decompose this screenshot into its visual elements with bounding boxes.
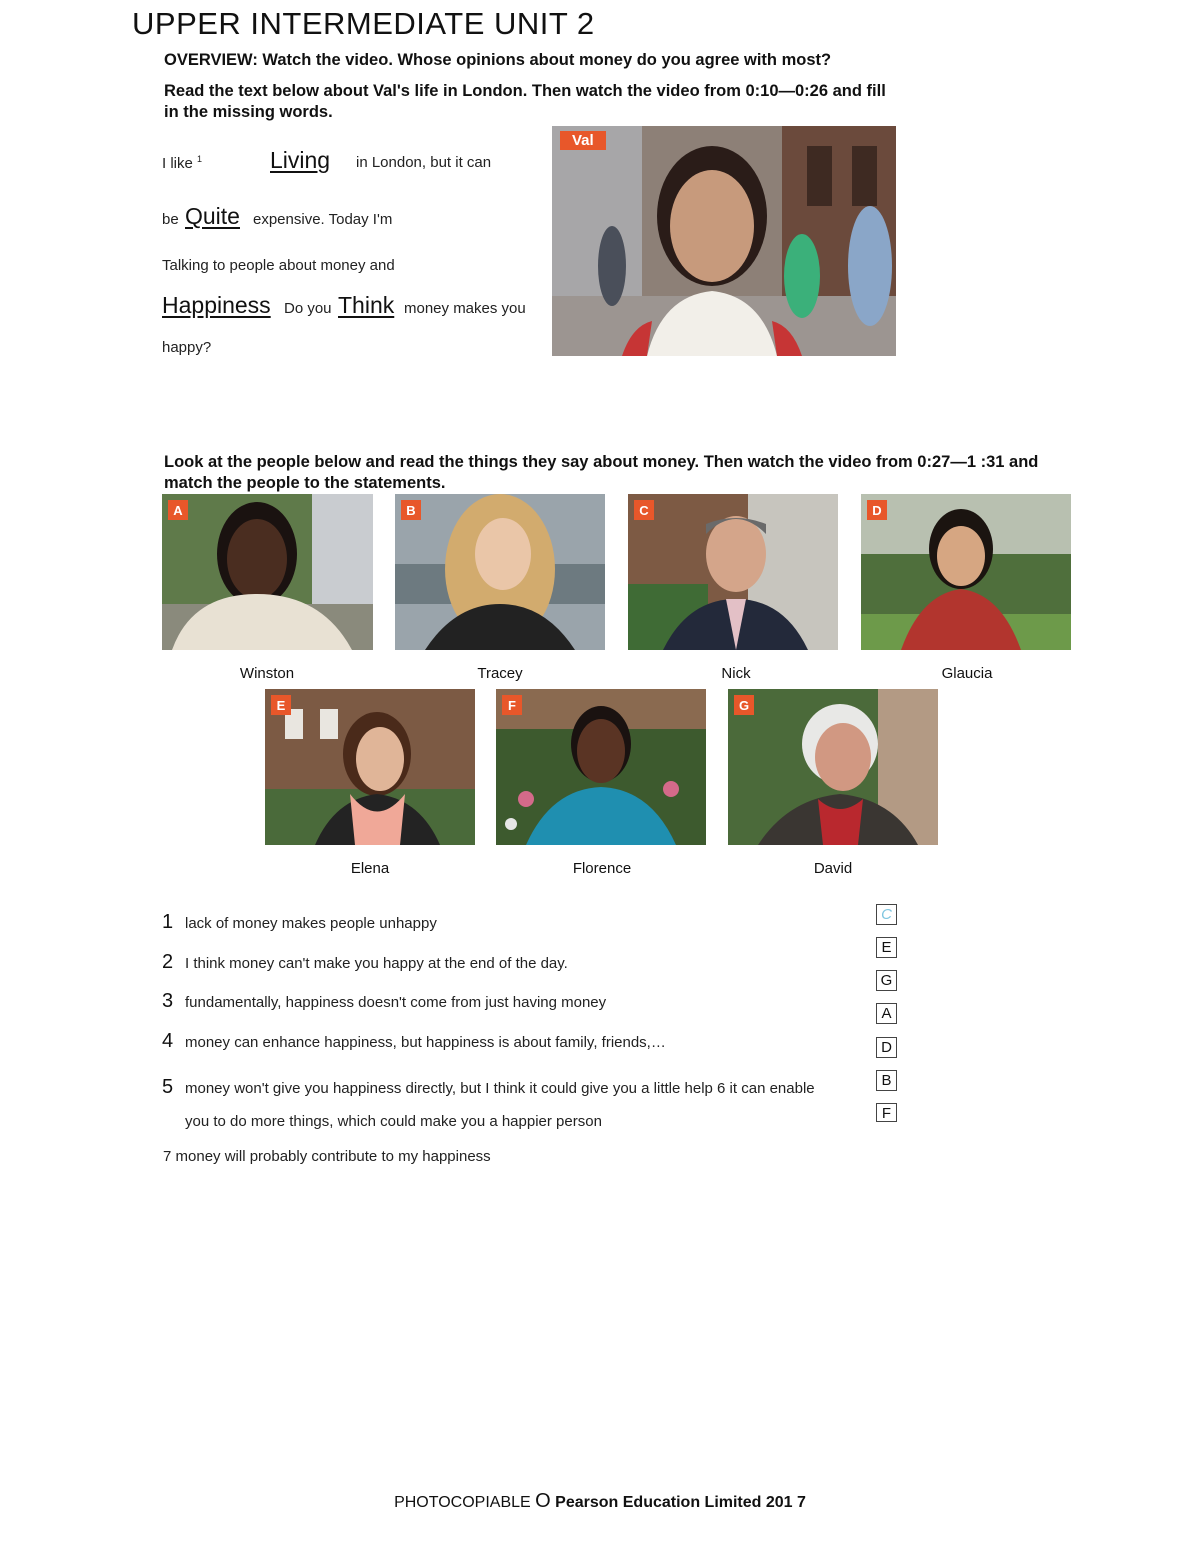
statement-text: you to do more things, which could make you a happier person	[185, 1113, 602, 1130]
overview-text: OVERVIEW: Watch the video. Whose opinions about money do you agree with most?	[164, 51, 832, 69]
statement-number: 5	[162, 1076, 174, 1098]
photo-elena	[265, 689, 475, 845]
answer-box[interactable]: G	[876, 970, 897, 991]
gap-fill-3: Happiness	[162, 292, 271, 318]
val-photo	[552, 126, 896, 356]
footer	[0, 1490, 1200, 1513]
statement-number: 2	[162, 951, 174, 973]
gap-line-1-start: I like $^1$	[162, 154, 203, 172]
photo-winston	[162, 494, 373, 650]
photo-glaucia	[861, 494, 1071, 650]
statement-text: fundamentally, happiness doesn't come from just having money	[185, 994, 607, 1011]
photo-badge-b: B	[401, 500, 421, 520]
gap-fill-2: Quite	[185, 203, 240, 229]
gap-line-3: Talking to people about money and	[162, 257, 395, 274]
answer-box[interactable]: A	[876, 1003, 897, 1024]
page-title: UPPER INTERMEDIATE UNIT 2	[132, 6, 595, 41]
photo-badge-g: G	[734, 695, 754, 715]
photo-badge-a: A	[168, 500, 188, 520]
footer-photocopiable: PHOTOCOPIABLE	[394, 1494, 531, 1511]
answer-box[interactable]: B	[876, 1070, 897, 1091]
statement-number: 1	[162, 911, 174, 933]
statement-text: 7 money will probably contribute to my happiness	[163, 1148, 491, 1165]
footer-copyright-symbol: O	[535, 1490, 551, 1512]
gap-line-1-end: in London, but it can	[356, 154, 492, 171]
gap-line-2-start: be	[162, 211, 179, 228]
name-glaucia: Glaucia	[941, 665, 993, 682]
answer-box[interactable]: D	[876, 1037, 897, 1058]
footer-publisher: Pearson Education Limited 201 7	[555, 1494, 806, 1511]
photo-david	[728, 689, 938, 845]
gap-line-4-start: Do you	[284, 300, 332, 317]
photo-tracey	[395, 494, 605, 650]
task1-instruction: Read the text below about Val's life in London. Then watch the video from 0:10—0:26 and fill in the missing words.	[164, 82, 886, 121]
task2-instruction: Look at the people below and read the things they say about money. Then watch the video from 0:27—1 :31 and match the people to the statements.	[164, 453, 1039, 492]
gap-fill-1: Living	[270, 147, 331, 173]
statement-number: 3	[162, 990, 174, 1012]
statement-text: lack of money makes people unhappy	[185, 915, 437, 932]
gap-line-5: happy?	[162, 339, 212, 356]
statement-text: money can enhance happiness, but happiness is about family, friends,…	[185, 1034, 666, 1051]
name-winston: Winston	[239, 665, 295, 682]
name-tracey: Tracey	[477, 665, 523, 682]
gap-line-2-end: expensive. Today I'm	[253, 211, 393, 228]
photo-badge-e: E	[271, 695, 291, 715]
answer-box[interactable]: E	[876, 937, 897, 958]
photo-badge-f: F	[502, 695, 522, 715]
gap-fill-4: Think	[338, 292, 395, 318]
statement-text: money won't give you happiness directly, but I think it could give you a little help 6 it can enable	[185, 1080, 815, 1097]
name-nick: Nick	[721, 665, 751, 682]
photo-badge-c: C	[634, 500, 654, 520]
statement-text: I think money can't make you happy at the end of the day.	[185, 955, 568, 972]
photo-nick	[628, 494, 838, 650]
name-david: David	[813, 860, 853, 877]
photo-florence	[496, 689, 706, 845]
name-florence: Florence	[572, 860, 632, 877]
statement-number: 4	[162, 1030, 174, 1052]
name-elena: Elena	[350, 860, 390, 877]
answer-box[interactable]: F	[876, 1103, 897, 1122]
photo-badge-d: D	[867, 500, 887, 520]
answer-box[interactable]: C	[876, 904, 897, 925]
gap-line-4-end: money makes you	[404, 300, 526, 317]
val-label: Val	[560, 131, 606, 150]
